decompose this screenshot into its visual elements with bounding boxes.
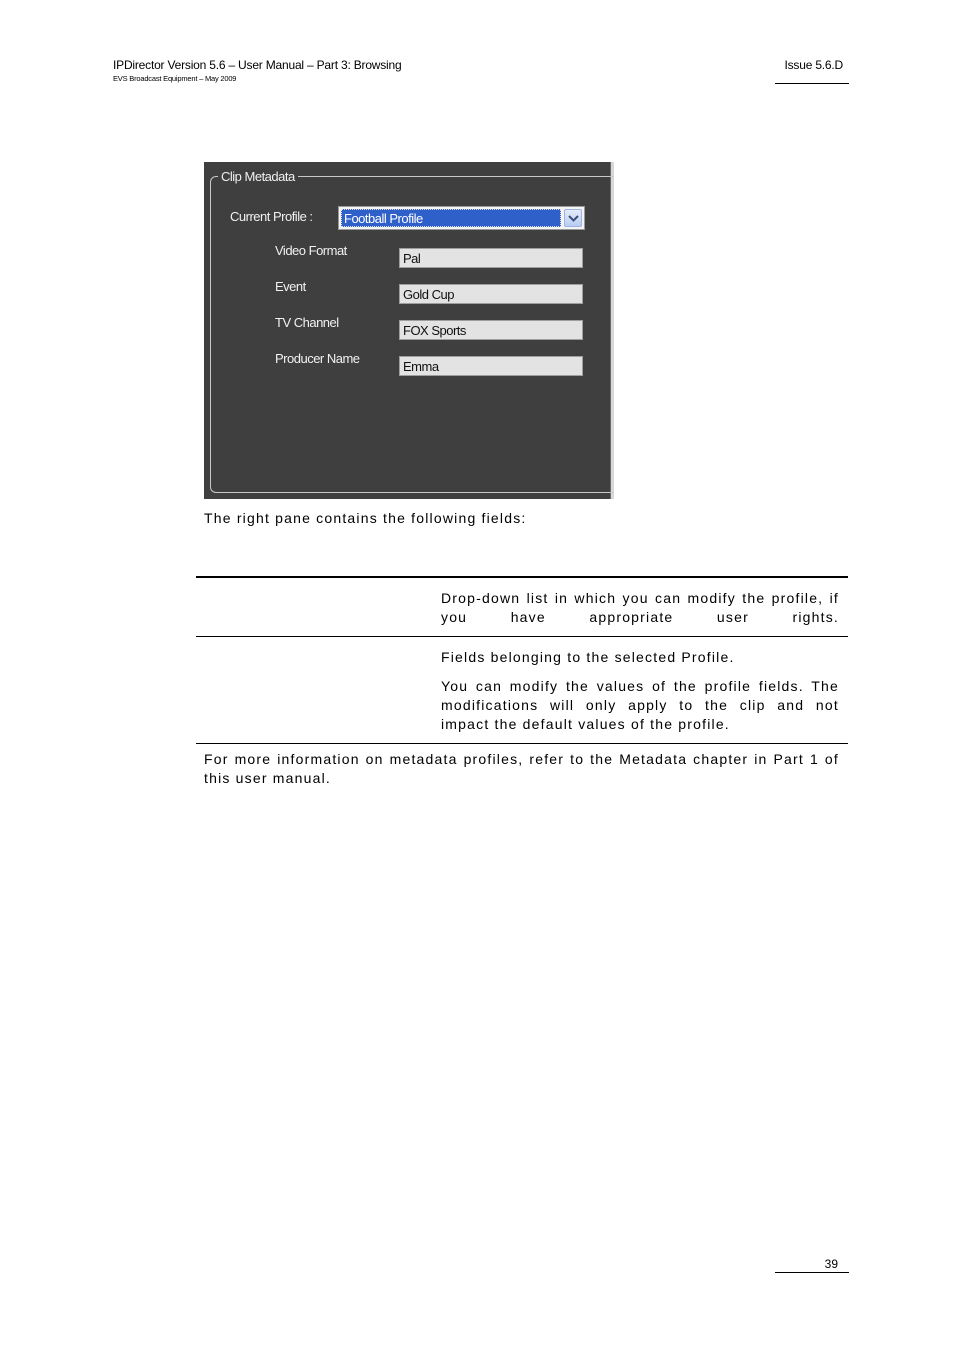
field-label-event: Event: [275, 279, 306, 294]
current-profile-value: Football Profile: [341, 209, 561, 227]
field-label-tv-channel: TV Channel: [275, 315, 339, 330]
table-row-2-paragraph-2: You can modify the values of the profile fields. The modifications will only apply to the clip and not impact the default values of the profile.: [441, 678, 839, 732]
page-number: 39: [824, 1257, 838, 1271]
table-row-2-paragraph-1: Fields belonging to the selected Profile.: [441, 649, 735, 665]
dropdown-button[interactable]: [564, 209, 582, 227]
field-label-producer-name: Producer Name: [275, 351, 360, 366]
current-profile-label: Current Profile :: [230, 209, 313, 224]
table-row-divider: [196, 636, 848, 637]
chevron-down-icon: [568, 214, 579, 223]
table-top-rule: [196, 576, 848, 578]
note-paragraph: For more information on metadata profiles, refer to the Metadata chapter in Part 1 of this user manual.: [204, 751, 839, 786]
header-rule: [775, 83, 849, 84]
footer-rule: [775, 1272, 849, 1273]
field-value-producer-name[interactable]: Emma: [399, 356, 583, 376]
field-label-video-format: Video Format: [275, 243, 347, 258]
current-profile-dropdown[interactable]: [338, 206, 585, 230]
field-value-tv-channel[interactable]: FOX Sports: [399, 320, 583, 340]
field-value-video-format[interactable]: Pal: [399, 248, 583, 268]
table-row-1-description: [441, 589, 839, 627]
header-title: IPDirector Version 5.6 – User Manual – Part 3: Browsing: [113, 58, 402, 72]
header-subtitle: EVS Broadcast Equipment – May 2009: [113, 74, 237, 83]
table-bottom-rule: [196, 743, 848, 744]
table-row-1-paragraph: Drop-down list in which you can modify the profile, if you have appropriate user rights.: [441, 590, 839, 625]
header-issue: Issue 5.6.D: [784, 58, 843, 72]
field-value-event[interactable]: Gold Cup: [399, 284, 583, 304]
clip-metadata-screenshot: [204, 162, 614, 499]
caption: The right pane contains the following fields:: [204, 510, 527, 526]
group-title: Clip Metadata: [218, 169, 298, 184]
